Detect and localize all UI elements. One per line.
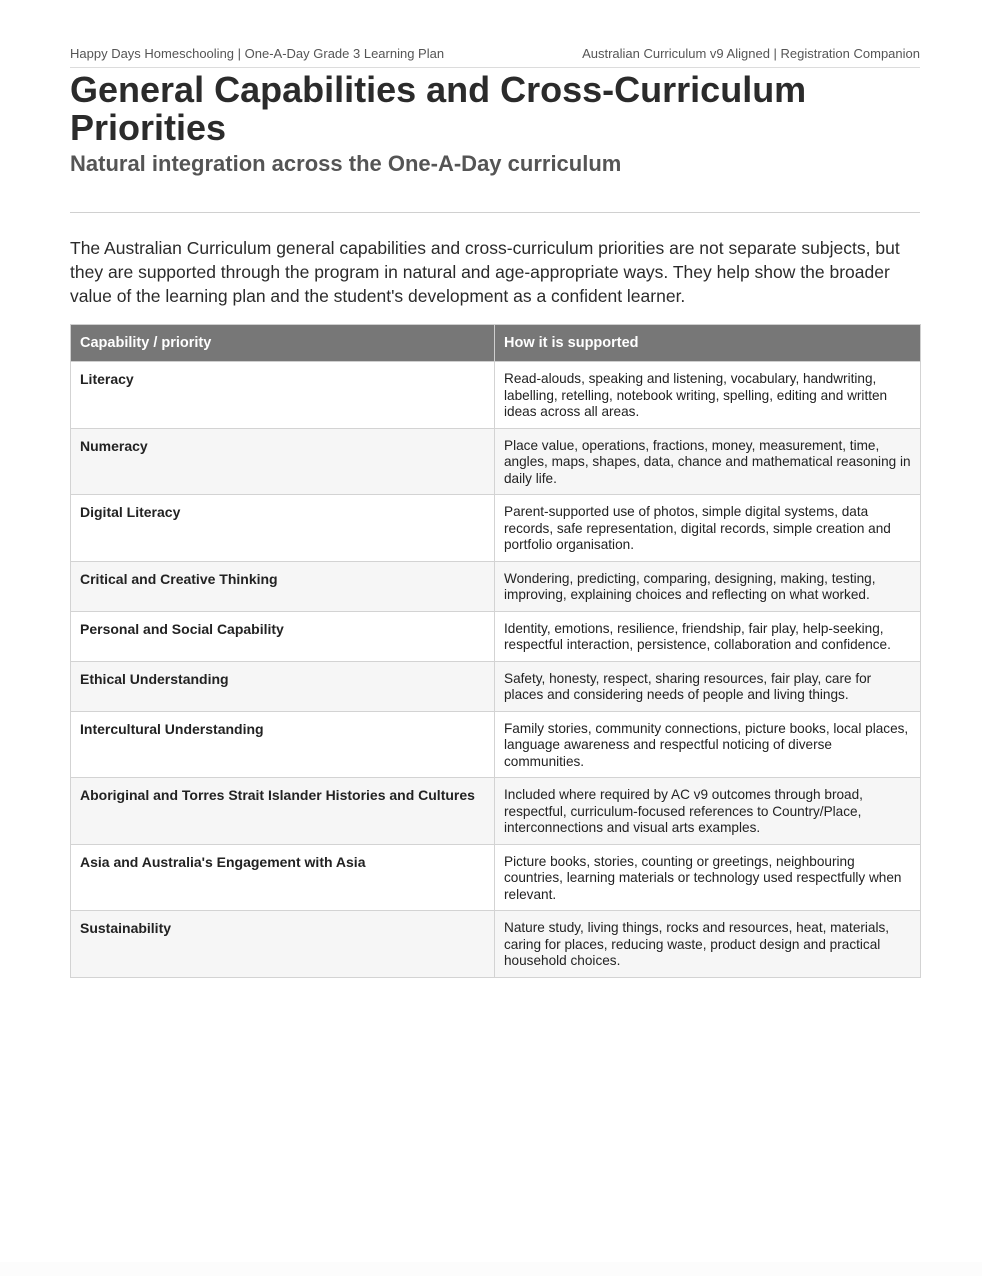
capability-support: Identity, emotions, resilience, friendship, fair play, help-seeking, respectful interaction, persistence, collaboration and confidence. [495, 611, 921, 661]
header-left-text: Happy Days Homeschooling | One-A-Day Grade 3 Learning Plan [70, 46, 445, 61]
running-header [70, 45, 920, 68]
header-right-text: Australian Curriculum v9 Aligned | Registration Companion [582, 46, 920, 61]
capability-name: Sustainability [71, 911, 495, 978]
capability-support: Family stories, community connections, picture books, local places, language awareness and respectful noticing of diverse communities. [495, 711, 921, 778]
capability-name: Personal and Social Capability [71, 611, 495, 661]
capability-name: Digital Literacy [71, 495, 495, 562]
page-subtitle: Natural integration across the One-A-Day curriculum [70, 151, 622, 176]
capability-name: Aboriginal and Torres Strait Islander Histories and Cultures [71, 778, 495, 845]
table-row [71, 611, 921, 661]
capability-name: Literacy [71, 362, 495, 429]
table-row [71, 778, 921, 845]
page-title: General Capabilities and Cross-Curriculum Priorities [70, 69, 807, 148]
intro-paragraph: The Australian Curriculum general capabilities and cross-curriculum priorities are not separate subjects, but they are supported through the program in natural and age-appropriate ways. They help show the broader value of the learning plan and the student's development as a confident learner. [70, 238, 900, 306]
table-header-row [71, 325, 921, 362]
capability-name: Intercultural Understanding [71, 711, 495, 778]
table-row [71, 661, 921, 711]
capability-support: Place value, operations, fractions, money, measurement, time, angles, maps, shapes, data, chance and mathematical reasoning in daily life. [495, 428, 921, 495]
capability-support: Picture books, stories, counting or greetings, neighbouring countries, learning materials or technology used respectfully when relevant. [495, 844, 921, 911]
table-row [71, 561, 921, 611]
section-divider [70, 212, 920, 213]
capability-support: Safety, honesty, respect, sharing resources, fair play, care for places and considering needs of people and living things. [495, 661, 921, 711]
table-row [71, 428, 921, 495]
capability-support: Included where required by AC v9 outcomes through broad, respectful, curriculum-focused references to Country/Place, interconnections and visual arts examples. [495, 778, 921, 845]
column-header-support: How it is supported [495, 325, 921, 362]
capabilities-table [70, 324, 921, 978]
capability-name: Critical and Creative Thinking [71, 561, 495, 611]
table-row [71, 844, 921, 911]
capability-name: Ethical Understanding [71, 661, 495, 711]
column-header-capability: Capability / priority [71, 325, 495, 362]
table-row [71, 495, 921, 562]
capability-support: Read-alouds, speaking and listening, vocabulary, handwriting, labelling, retelling, notebook writing, spelling, editing and written ideas across all areas. [495, 362, 921, 429]
capability-name: Asia and Australia's Engagement with Asia [71, 844, 495, 911]
table-row [71, 711, 921, 778]
page-bottom-edge [0, 1262, 982, 1276]
capability-name: Numeracy [71, 428, 495, 495]
table-row [71, 911, 921, 978]
table-row [71, 362, 921, 429]
capability-support: Parent-supported use of photos, simple digital systems, data records, safe representation, digital records, simple creation and portfolio organisation. [495, 495, 921, 562]
capability-support: Wondering, predicting, comparing, designing, making, testing, improving, explaining choices and reflecting on what worked. [495, 561, 921, 611]
capability-support: Nature study, living things, rocks and resources, heat, materials, caring for places, reducing waste, product design and practical household choices. [495, 911, 921, 978]
